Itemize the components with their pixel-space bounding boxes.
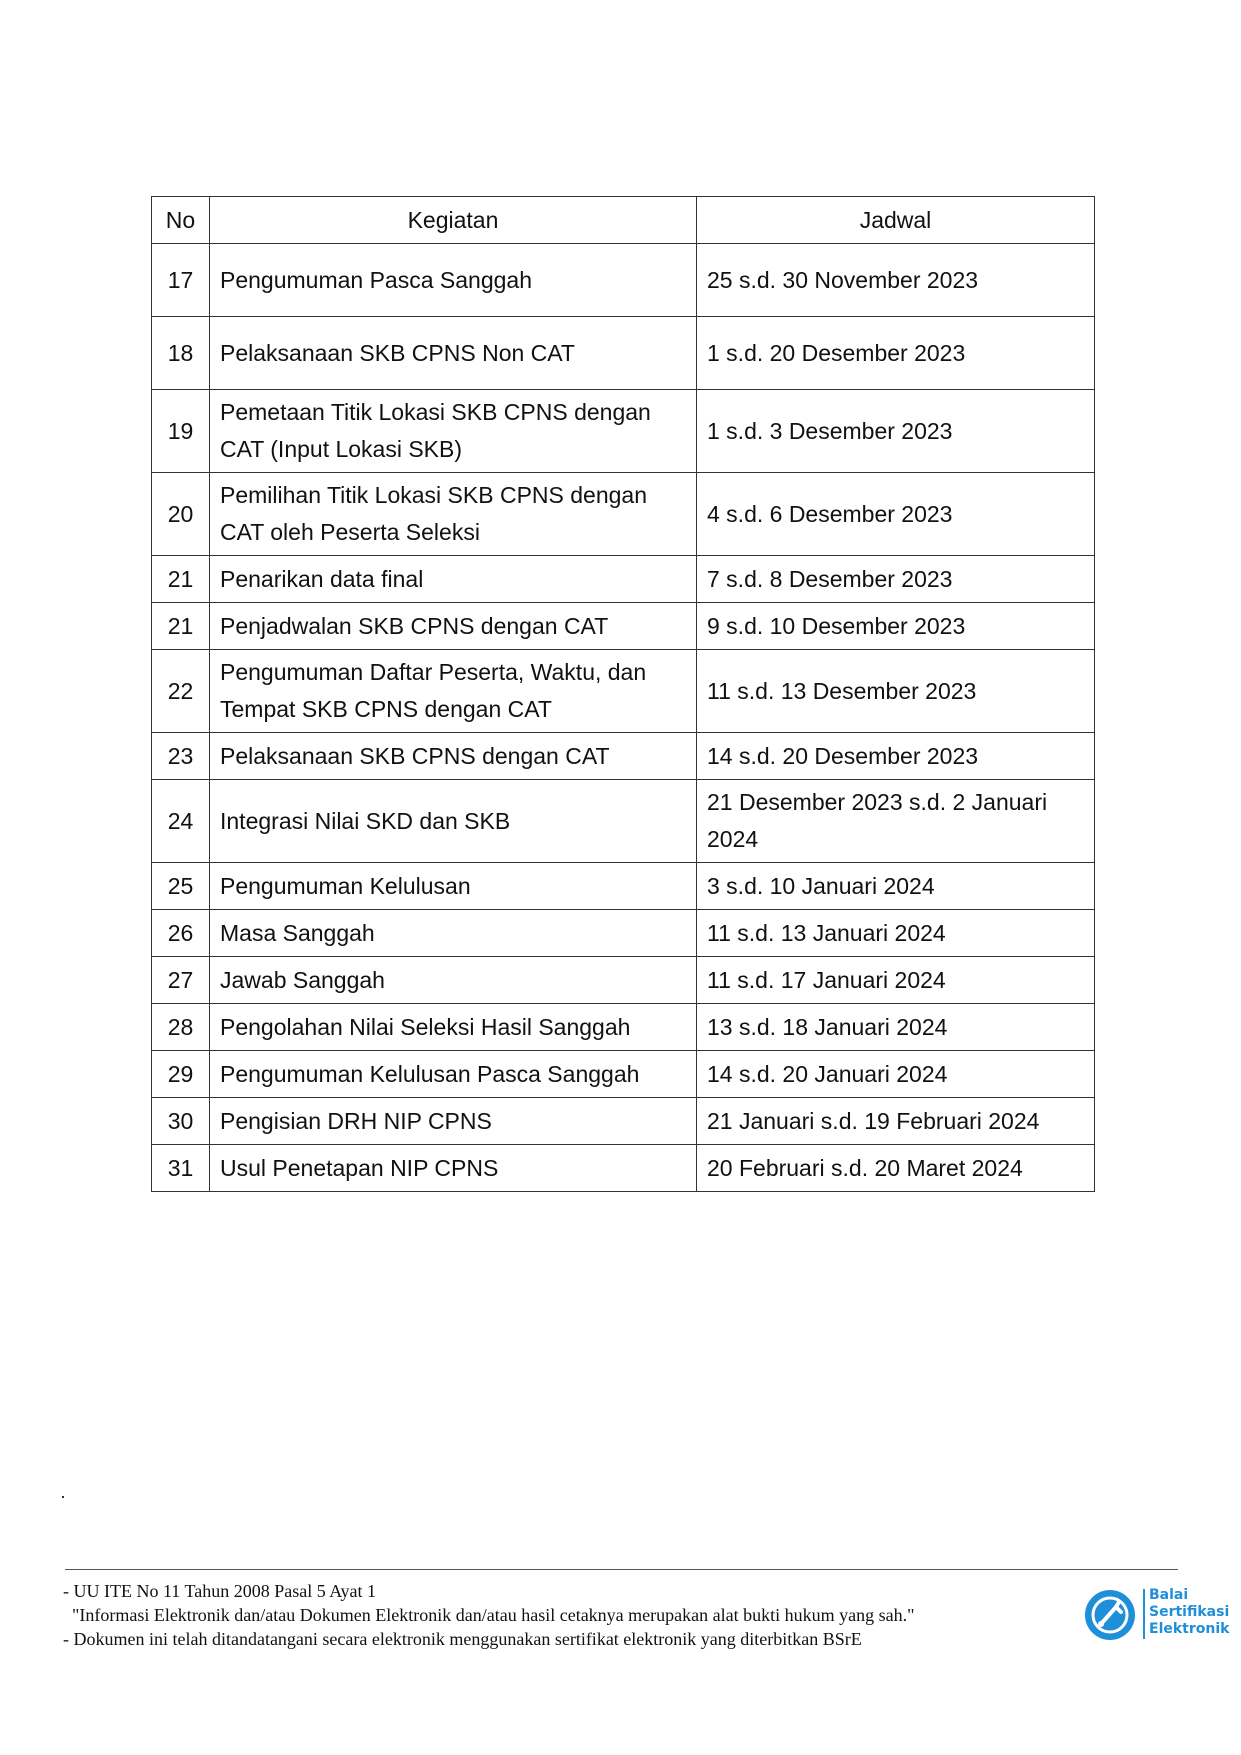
footer-legal-notice [63,1579,1073,1651]
footer-line-law: - UU ITE No 11 Tahun 2008 Pasal 5 Ayat 1 [63,1581,377,1601]
row-no: 21 [152,556,210,603]
table-row [152,603,1095,650]
footer-line-signature: - Dokumen ini telah ditandatangani secara elektronik menggunakan sertifikat elektronik yang diterbitkan BSrE [63,1629,862,1649]
header-no: No [152,197,210,244]
table-row [152,317,1095,390]
row-jadwal: 4 s.d. 6 Desember 2023 [697,473,1095,556]
table-row [152,1051,1095,1098]
row-kegiatan: Pengumuman Daftar Peserta, Waktu, dan Tempat SKB CPNS dengan CAT [210,650,697,733]
header-kegiatan: Kegiatan [210,197,697,244]
row-jadwal: 13 s.d. 18 Januari 2024 [697,1004,1095,1051]
footer-line-quote: "Informasi Elektronik dan/atau Dokumen Elektronik dan/atau hasil cetaknya merupakan alat bukti hukum yang sah." [72,1605,915,1625]
row-jadwal: 1 s.d. 20 Desember 2023 [697,317,1095,390]
row-no: 29 [152,1051,210,1098]
logo-word-3: Elektronik [1149,1621,1230,1637]
row-kegiatan: Pemilihan Titik Lokasi SKB CPNS dengan CAT oleh Peserta Seleksi [210,473,697,556]
table-row [152,1145,1095,1192]
logo-divider [1143,1589,1145,1639]
table-row [152,556,1095,603]
row-jadwal: 11 s.d. 17 Januari 2024 [697,957,1095,1004]
table-row [152,244,1095,317]
row-no: 17 [152,244,210,317]
row-no: 21 [152,603,210,650]
row-kegiatan: Pengisian DRH NIP CPNS [210,1098,697,1145]
row-jadwal: 11 s.d. 13 Januari 2024 [697,910,1095,957]
table-row [152,650,1095,733]
table-row [152,733,1095,780]
row-jadwal: 9 s.d. 10 Desember 2023 [697,603,1095,650]
row-kegiatan: Pengumuman Pasca Sanggah [210,244,697,317]
row-no: 19 [152,390,210,473]
table-row [152,1098,1095,1145]
row-jadwal: 14 s.d. 20 Januari 2024 [697,1051,1095,1098]
row-jadwal: 1 s.d. 3 Desember 2023 [697,390,1095,473]
row-no: 23 [152,733,210,780]
row-jadwal: 14 s.d. 20 Desember 2023 [697,733,1095,780]
row-kegiatan: Usul Penetapan NIP CPNS [210,1145,697,1192]
row-kegiatan: Pemetaan Titik Lokasi SKB CPNS dengan CAT (Input Lokasi SKB) [210,390,697,473]
row-no: 20 [152,473,210,556]
table-row [152,473,1095,556]
schedule-table [151,196,1095,1192]
logo-word-1: Balai [1149,1587,1189,1603]
row-kegiatan: Jawab Sanggah [210,957,697,1004]
row-kegiatan: Pelaksanaan SKB CPNS dengan CAT [210,733,697,780]
row-kegiatan: Penjadwalan SKB CPNS dengan CAT [210,603,697,650]
row-jadwal: 21 Januari s.d. 19 Februari 2024 [697,1098,1095,1145]
footer-divider [65,1569,1178,1570]
logo-word-2: Sertifikasi [1149,1604,1230,1620]
row-jadwal: 7 s.d. 8 Desember 2023 [697,556,1095,603]
table-row [152,390,1095,473]
row-kegiatan: Pengumuman Kelulusan [210,863,697,910]
stray-dot-mark [62,1496,64,1498]
row-kegiatan: Pengumuman Kelulusan Pasca Sanggah [210,1051,697,1098]
row-no: 31 [152,1145,210,1192]
table-row [152,957,1095,1004]
table-row [152,863,1095,910]
row-no: 27 [152,957,210,1004]
row-jadwal: 21 Desember 2023 s.d. 2 Januari 2024 [697,780,1095,863]
row-jadwal: 3 s.d. 10 Januari 2024 [697,863,1095,910]
row-jadwal: 11 s.d. 13 Desember 2023 [697,650,1095,733]
row-no: 18 [152,317,210,390]
row-kegiatan: Pelaksanaan SKB CPNS Non CAT [210,317,697,390]
table-row [152,910,1095,957]
table-row [152,1004,1095,1051]
table-row [152,780,1095,863]
table-header-row [152,197,1095,244]
row-no: 24 [152,780,210,863]
row-kegiatan: Masa Sanggah [210,910,697,957]
row-no: 22 [152,650,210,733]
row-jadwal: 25 s.d. 30 November 2023 [697,244,1095,317]
row-no: 25 [152,863,210,910]
row-kegiatan: Integrasi Nilai SKD dan SKB [210,780,697,863]
row-no: 26 [152,910,210,957]
row-no: 30 [152,1098,210,1145]
row-kegiatan: Pengolahan Nilai Seleksi Hasil Sanggah [210,1004,697,1051]
header-jadwal: Jadwal [697,197,1095,244]
row-no: 28 [152,1004,210,1051]
bsre-logo-text [1149,1587,1229,1638]
row-jadwal: 20 Februari s.d. 20 Maret 2024 [697,1145,1095,1192]
row-kegiatan: Penarikan data final [210,556,697,603]
bsre-logo [1083,1585,1233,1643]
bsre-logo-icon [1083,1588,1137,1642]
